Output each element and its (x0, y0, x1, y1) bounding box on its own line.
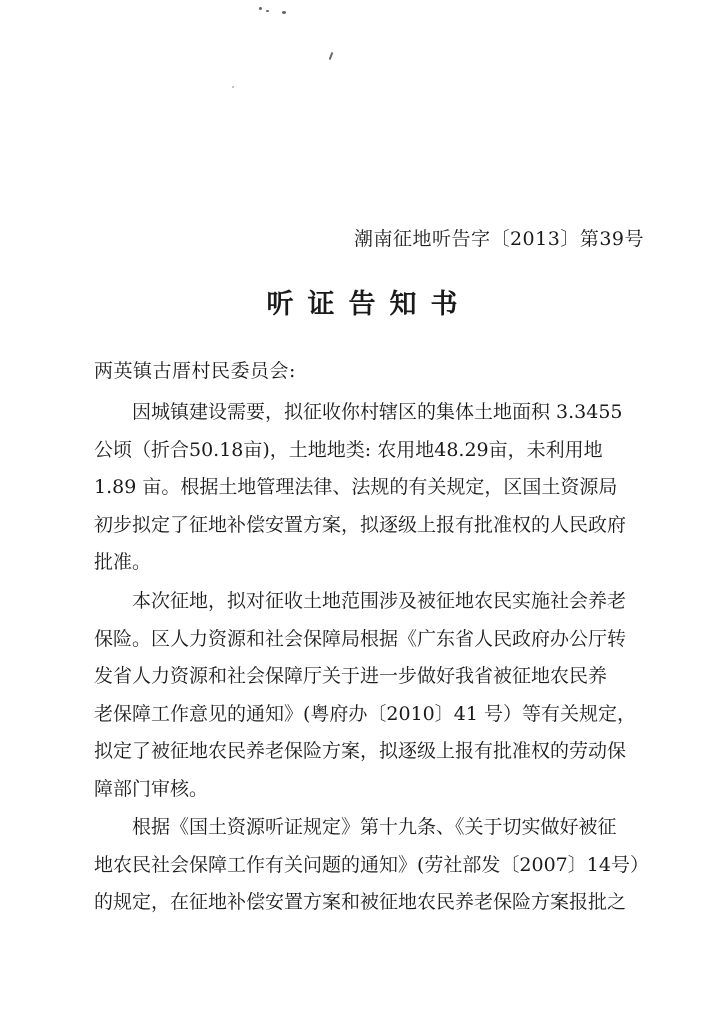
paragraph-line: 公顷（折合50.18亩)，土地地类: 农用地48.29亩，未利用地 (94, 438, 603, 461)
scan-speck (282, 11, 286, 14)
paragraph-line: 批准。 (94, 551, 152, 573)
document-title: 听证告知书 (266, 289, 472, 320)
paragraph-1 (94, 394, 654, 582)
paragraph-line: 的规定，在征地补偿安置方案和被征地农民养老保险方案报批之 (94, 891, 627, 913)
addressee: 两英镇古厝村民委员会: (94, 360, 296, 382)
paragraph-line: 地农民社会保障工作有关问题的通知》(劳社部发〔2007〕14号） (94, 853, 649, 876)
paragraph-line: 老保障工作意见的通知》(粤府办〔2010〕41 号）等有关规定， (94, 702, 636, 725)
scan-speck (259, 7, 262, 10)
paragraph-line: 保险。区人力资源和社会保障局根据《广东省人民政府办公厅转 (94, 627, 627, 650)
paragraph-line: 初步拟定了征地补偿安置方案，拟逐级上报有批准权的人民政府 (94, 513, 627, 536)
scan-speck (266, 10, 269, 12)
paragraph-3 (94, 809, 654, 922)
paragraph-line: 障部门审核。 (94, 777, 209, 800)
paragraph-line: 因城镇建设需要，拟征收你村辖区的集体土地面积 3.3455 (132, 401, 623, 423)
paragraph-line: 发省人力资源和社会保障厅关于进一步做好我省被征地农民养 (94, 665, 608, 687)
scan-speck (232, 86, 234, 88)
paragraph-line: 根据《国土资源听证规定》第十九条、《关于切实做好被征 (132, 816, 617, 838)
paragraph-line: 拟定了被征地农民养老保险方案，拟逐级上报有批准权的劳动保 (94, 740, 627, 762)
scan-speck (329, 52, 334, 60)
paragraph-line: 本次征地，拟对征收土地范围涉及被征地农民实施社会养老 (132, 590, 627, 612)
document-number: 潮南征地听告字〔2013〕第39号 (353, 228, 644, 250)
paragraph-line: 1.89 亩。根据土地管理法律、法规的有关规定，区国土资源局 (94, 476, 618, 498)
paragraph-2 (94, 583, 654, 808)
